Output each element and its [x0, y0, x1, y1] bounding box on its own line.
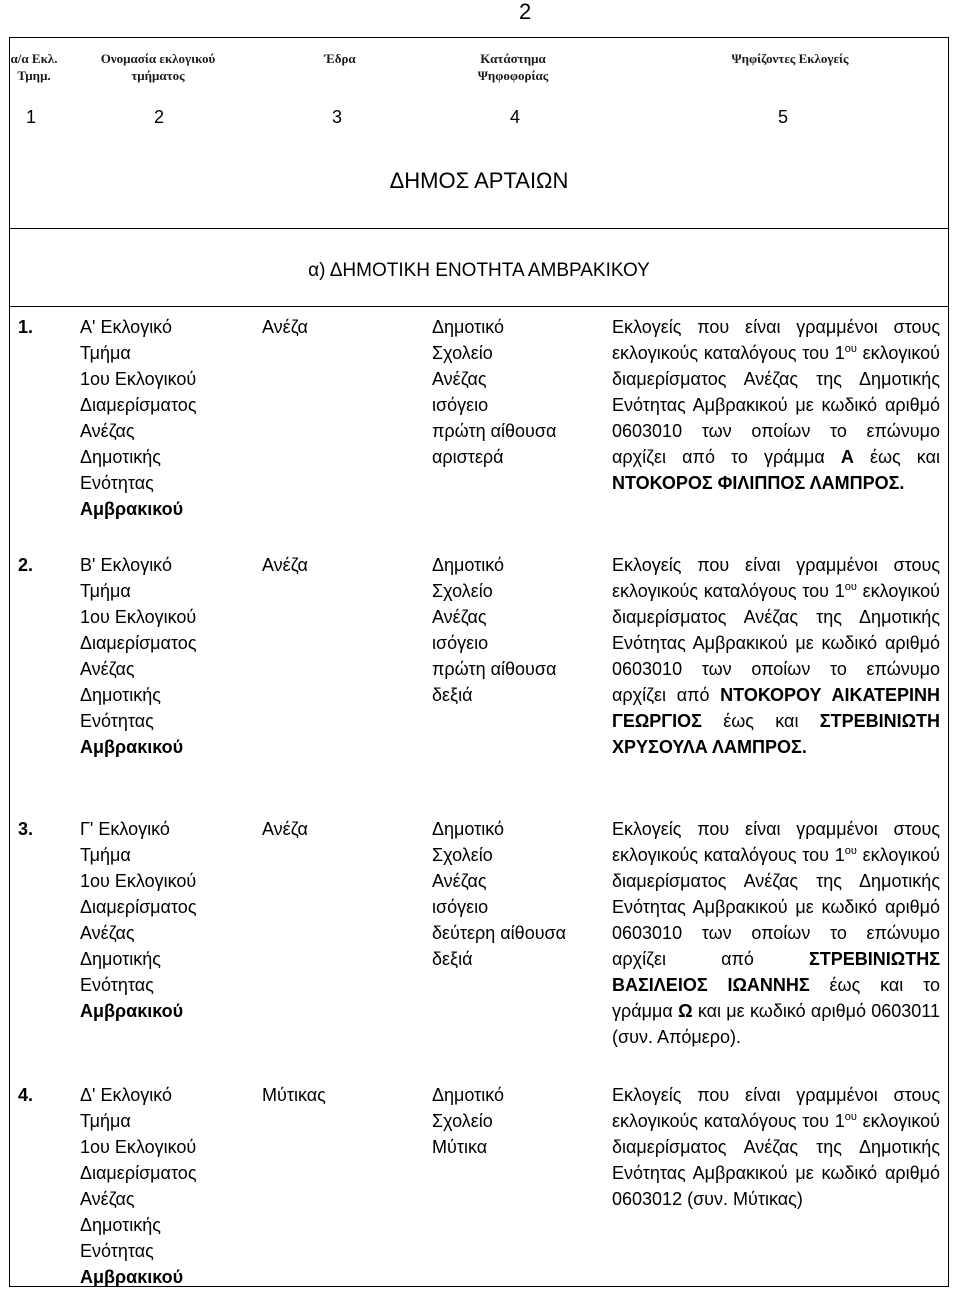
voters-text: Εκλογείς που είναι γραμμένοι στους εκλογικούς καταλόγους του 1 [612, 555, 940, 601]
name-line: Ανέζας [80, 421, 135, 441]
name-line-bold: Αμβρακικού [80, 1267, 184, 1287]
voters-text: Εκλογείς που είναι γραμμένοι στους εκλογικούς καταλόγους του 1 [612, 819, 940, 865]
row-number: 4. [18, 1085, 34, 1105]
name-line: Ανέζας [80, 659, 135, 679]
name-line-bold: Αμβρακικού [80, 737, 184, 757]
station-line: δεξιά [432, 685, 473, 705]
station-line: Δημοτικό [432, 1085, 505, 1105]
header-col3: Έδρα [324, 51, 356, 66]
voters-bold: ΣΤΡΕΒΙΝΙΩΤΗ ΧΡΥΣΟΥΛΑ ΛΑΜΠΡΟΣ. [612, 711, 940, 757]
name-line: 1ου Εκλογικού [80, 369, 197, 389]
name-line: 1ου Εκλογικού [80, 607, 197, 627]
station-line: Δημοτικό [432, 819, 505, 839]
row-seat: Ανέζα [262, 555, 308, 575]
name-line: 1ου Εκλογικού [80, 871, 197, 891]
name-line: Ενότητας [80, 711, 154, 731]
voters-text: εκλογικού διαμερίσματος Ανέζας της Δημοτικής Ενότητας Αμβρακικού με κωδικό αριθμό 0603010 των οποίων το επώνυμο αρχίζει από [612, 581, 940, 705]
name-line: Διαμερίσματος [80, 1163, 197, 1183]
station-line: πρώτη αίθουσα [432, 421, 557, 441]
name-line: Τμήμα [80, 845, 131, 865]
voters-text: Εκλογείς που είναι γραμμένοι στους εκλογικούς καταλόγους του 1 [612, 1085, 940, 1131]
station-line: ισόγειο [432, 633, 489, 653]
row-number: 3. [18, 819, 34, 839]
station-line: πρώτη αίθουσα [432, 659, 557, 679]
name-line-bold: Αμβρακικού [80, 499, 184, 519]
header-col5: Ψηφίζοντες Εκλογείς [731, 51, 849, 66]
station-line: Ανέζας [432, 871, 487, 891]
name-line: Δημοτικής [80, 949, 161, 969]
voters-bold: ΣΤΡΕΒΙΝΙΩΤΗΣ ΒΑΣΙΛΕΙΟΣ ΙΩΑΝΝΗΣ [612, 949, 940, 995]
station-line: Σχολείο [432, 845, 493, 865]
row-voters [612, 552, 940, 760]
station-line: δεύτερη αίθουσα [432, 923, 567, 943]
name-line-bold: Αμβρακικού [80, 1001, 184, 1021]
voters-sup: ου [844, 1111, 857, 1123]
station-line: Δημοτικό [432, 555, 505, 575]
station-line: ισόγειο [432, 395, 489, 415]
voters-text: εκλογικού διαμερίσματος Ανέζας της Δημοτικής Ενότητας Αμβρακικού με κωδικό αριθμό 0603010 των οποίων το επώνυμο αρχίζει από το γράμμα [612, 343, 940, 467]
station-line: Ανέζας [432, 369, 487, 389]
row-station [432, 552, 592, 708]
voters-text: έως και [701, 711, 820, 731]
name-line: Δημοτικής [80, 685, 161, 705]
row-seat: Ανέζα [262, 317, 308, 337]
header-col1: α/α Εκλ. Τμημ. [10, 51, 58, 83]
station-line: Σχολείο [432, 581, 493, 601]
station-line: Σχολείο [432, 343, 493, 363]
row-seat: Ανέζα [262, 819, 308, 839]
row-name [80, 1082, 260, 1290]
name-line: Δ' Εκλογικό [80, 1085, 172, 1105]
name-line: Γ' Εκλογικό [80, 819, 170, 839]
row-name [80, 314, 260, 522]
header-col2: Ονομασία εκλογικού τμήματος [100, 51, 216, 83]
name-line: Δημοτικής [80, 447, 161, 467]
voters-text: και με κωδικό αριθμό 0603011 (συν. Απόμερο). [612, 1001, 940, 1047]
voters-bold: ΝΤΟΚΟΡΟΥ ΑΙΚΑΤΕΡΙΝΗ ΓΕΩΡΓΙΟΣ [612, 685, 941, 731]
name-line: Ανέζας [80, 923, 135, 943]
divider [10, 228, 948, 229]
name-line: Α' Εκλογικό [80, 317, 172, 337]
voters-text: Εκλογείς που είναι γραμμένοι στους εκλογικούς καταλόγους του 1 [612, 317, 940, 363]
station-line: δεξιά [432, 949, 473, 969]
column-number: 1 [26, 107, 37, 127]
station-line: Μύτικα [432, 1137, 488, 1157]
station-line: Δημοτικό [432, 317, 505, 337]
voters-sup: ου [844, 845, 857, 857]
station-line: Ανέζας [432, 607, 487, 627]
row-seat: Μύτικας [262, 1085, 326, 1105]
voters-sup: ου [844, 581, 857, 593]
name-line: Ενότητας [80, 473, 154, 493]
name-line: 1ου Εκλογικού [80, 1137, 197, 1157]
elections-table [9, 37, 949, 1287]
voters-text: εκλογικού διαμερίσματος Ανέζας της Δημοτικής Ενότητας Αμβρακικού με κωδικό αριθμό 0603012 (συν. Μύτικας) [612, 1111, 940, 1209]
voters-bold: Α [840, 447, 854, 467]
header-col4: Κατάστημα Ψηφοφορίας [477, 51, 549, 83]
station-line: Σχολείο [432, 1111, 493, 1131]
name-line: Διαμερίσματος [80, 897, 197, 917]
row-number: 2. [18, 555, 34, 575]
name-line: Ανέζας [80, 1189, 135, 1209]
page-number: 2 [519, 0, 532, 24]
municipality-title: ΔΗΜΟΣ ΑΡΤΑΙΩΝ [389, 168, 569, 193]
station-line: αριστερά [432, 447, 504, 467]
name-line: Δημοτικής [80, 1215, 161, 1235]
unit-title: α) ΔΗΜΟΤΙΚΗ ΕΝΟΤΗΤΑ ΑΜΒΡΑΚΙΚΟΥ [308, 260, 650, 281]
column-number: 5 [778, 107, 789, 127]
row-voters [612, 1082, 940, 1212]
name-line: Ενότητας [80, 975, 154, 995]
voters-text: έως και [853, 447, 940, 467]
row-station [432, 816, 602, 972]
voters-bold: ΝΤΟΚΟΡΟΣ ΦΙΛΙΠΠΟΣ ΛΑΜΠΡΟΣ. [612, 473, 905, 493]
column-number: 3 [332, 107, 343, 127]
voters-text: εκλογικού διαμερίσματος Ανέζας της Δημοτικής Ενότητας Αμβρακικού με κωδικό αριθμό 0603010 των οποίων το επώνυμο αρχίζει από [612, 845, 940, 969]
station-line: ισόγειο [432, 897, 489, 917]
divider [10, 306, 948, 307]
voters-bold: Ω [678, 1001, 693, 1021]
name-line: Τμήμα [80, 1111, 131, 1131]
row-name [80, 816, 260, 1024]
row-station [432, 314, 592, 470]
name-line: Διαμερίσματος [80, 395, 197, 415]
voters-text: έως και το γράμμα [612, 975, 940, 1021]
row-number: 1. [18, 317, 34, 337]
row-name [80, 552, 260, 760]
name-line: Διαμερίσματος [80, 633, 197, 653]
column-number: 4 [510, 107, 521, 127]
name-line: Τμήμα [80, 581, 131, 601]
name-line: Β' Εκλογικό [80, 555, 172, 575]
name-line: Ενότητας [80, 1241, 154, 1261]
column-number: 2 [154, 107, 165, 127]
name-line: Τμήμα [80, 343, 131, 363]
voters-sup: ου [844, 343, 857, 355]
row-voters [612, 314, 940, 496]
row-station [432, 1082, 592, 1160]
row-voters [612, 816, 940, 1050]
